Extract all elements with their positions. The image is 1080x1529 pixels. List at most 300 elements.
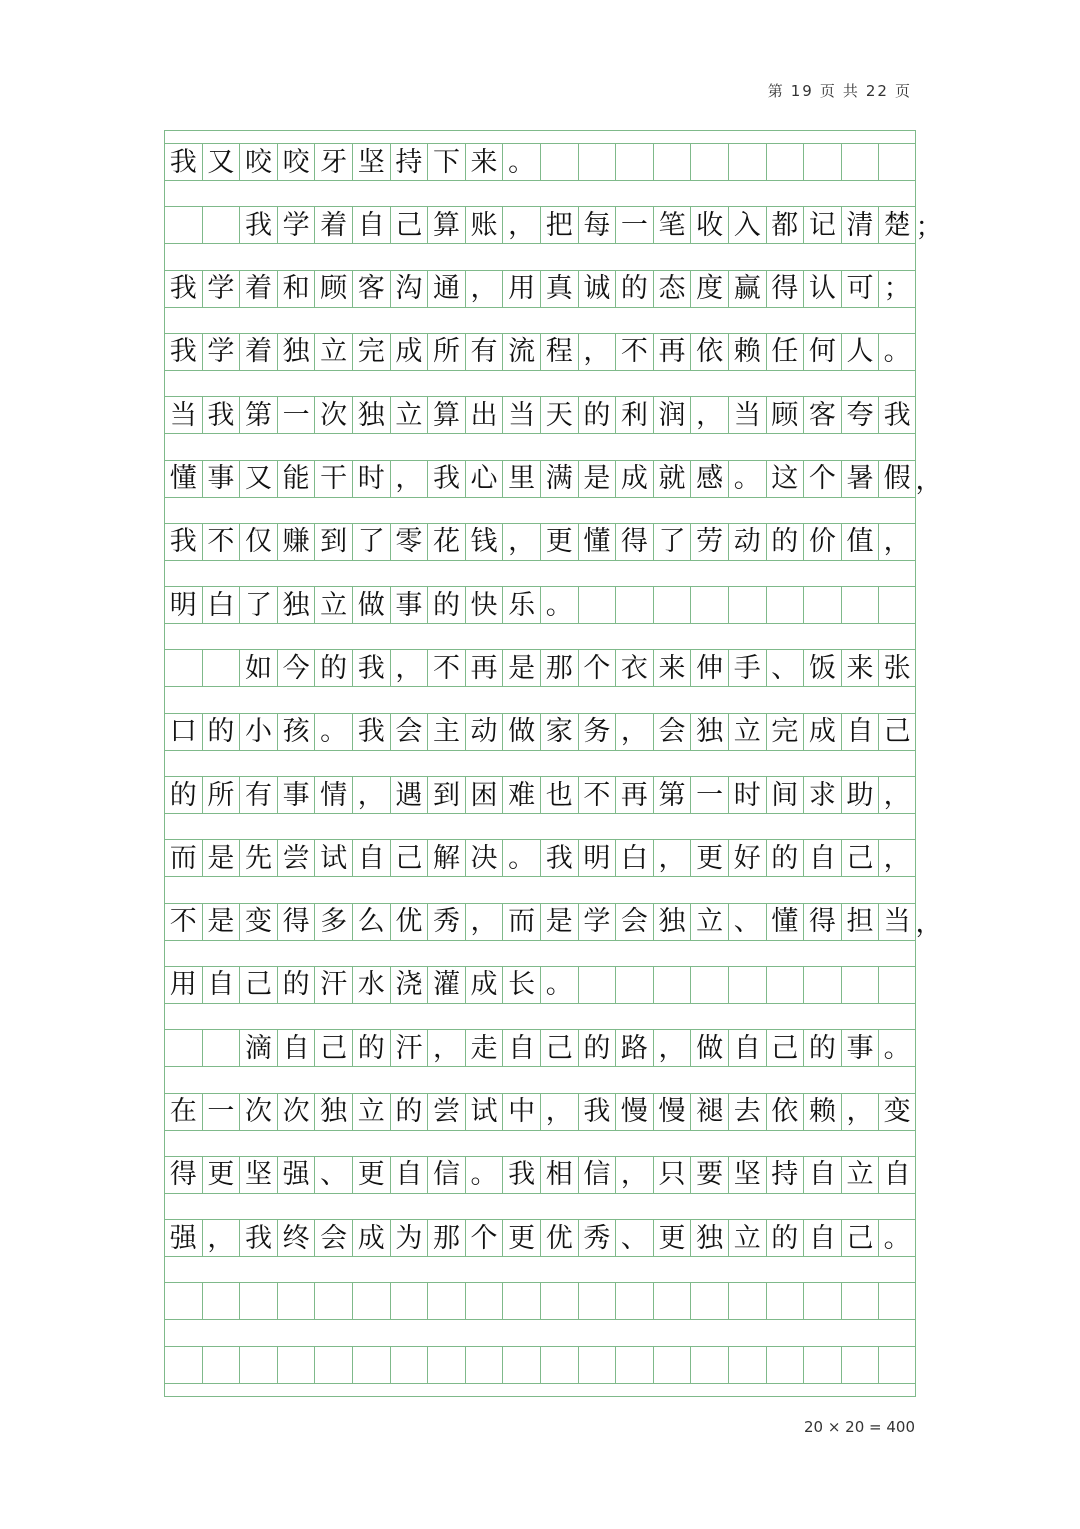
- grid-cell: [202, 1282, 240, 1320]
- grid-cell: 明: [578, 839, 616, 877]
- grid-cell: [653, 586, 691, 624]
- grid-cell: 成: [465, 966, 503, 1004]
- grid-cell: 遇: [390, 776, 428, 814]
- grid-cell: 到: [427, 776, 465, 814]
- grid-cell: [615, 1346, 653, 1384]
- grid-cell: 零: [390, 523, 428, 561]
- grid-cell: 个: [803, 460, 841, 498]
- grid-cell: 我: [164, 270, 202, 308]
- grid-cell: 又: [202, 143, 240, 181]
- grid-cell: 的: [578, 396, 616, 434]
- grid-cell: 相: [540, 1156, 578, 1194]
- grid-cell: 把: [540, 206, 578, 244]
- grid-cell: 着: [314, 206, 352, 244]
- grid-cell: 慢: [653, 1093, 691, 1131]
- grid-cell: ，: [202, 1219, 240, 1257]
- grid-cell: 立: [314, 333, 352, 371]
- grid-cell: 那: [540, 649, 578, 687]
- grid-cell: 求: [803, 776, 841, 814]
- grid-cell: 是: [202, 903, 240, 941]
- grid-cell: 强: [277, 1156, 315, 1194]
- grid-cell: [540, 143, 578, 181]
- grid-cell: 变: [239, 903, 277, 941]
- grid-cell: 的: [164, 776, 202, 814]
- grid-cell: 的: [766, 1219, 804, 1257]
- grid-cell: 顾: [766, 396, 804, 434]
- grid-cell: 得: [277, 903, 315, 941]
- grid-cell: 会: [390, 713, 428, 751]
- grid-cell: 的: [803, 1029, 841, 1067]
- grid-cell: [202, 649, 240, 687]
- grid-cell: [164, 1029, 202, 1067]
- grid-cell: 己: [766, 1029, 804, 1067]
- grid-cell: 终: [277, 1219, 315, 1257]
- grid-row: [164, 903, 916, 941]
- grid-cell: 汗: [314, 966, 352, 1004]
- grid-cell: 立: [352, 1093, 390, 1131]
- grid-cell: 再: [465, 649, 503, 687]
- grid-cell: 再: [653, 333, 691, 371]
- grid-cell: [502, 1282, 540, 1320]
- grid-cell: [803, 1282, 841, 1320]
- grid-cell: 么: [352, 903, 390, 941]
- grid-cell: 客: [352, 270, 390, 308]
- grid-cell: [352, 1346, 390, 1384]
- grid-cell: 衣: [615, 649, 653, 687]
- grid-cell: 那: [427, 1219, 465, 1257]
- grid-cell: 我: [502, 1156, 540, 1194]
- grid-cell: 这: [766, 460, 804, 498]
- grid-cell: 我: [239, 1219, 277, 1257]
- grid-cell: 自: [277, 1029, 315, 1067]
- grid-cell: 务: [578, 713, 616, 751]
- grid-cell: 一: [202, 1093, 240, 1131]
- grid-row: [164, 523, 916, 561]
- grid-cell: ，: [653, 839, 691, 877]
- grid-cell: 自: [352, 839, 390, 877]
- grid-cell: 我: [352, 713, 390, 751]
- grid-cell: [803, 966, 841, 1004]
- grid-cell: 。: [540, 586, 578, 624]
- grid-cell: 何: [803, 333, 841, 371]
- header-total-pages: 22: [865, 82, 889, 100]
- grid-cell: [239, 1282, 277, 1320]
- grid-cell: [615, 966, 653, 1004]
- grid-cell: 学: [578, 903, 616, 941]
- grid-cell: [766, 143, 804, 181]
- margin-punctuation: ，: [915, 908, 943, 940]
- grid-cell: 、: [728, 903, 766, 941]
- grid-cell: [728, 586, 766, 624]
- grid-cell: 干: [314, 460, 352, 498]
- grid-cell: 尝: [277, 839, 315, 877]
- grid-cell: 坚: [352, 143, 390, 181]
- grid-cell: 的: [766, 523, 804, 561]
- grid-cell: ，: [841, 1093, 879, 1131]
- grid-cell: [578, 1282, 616, 1320]
- grid-row: [164, 460, 916, 498]
- grid-cell: 。: [502, 143, 540, 181]
- grid-cell: 有: [239, 776, 277, 814]
- grid-cell: 第: [239, 396, 277, 434]
- margin-punctuation: ；: [915, 211, 943, 243]
- grid-cell: 我: [352, 649, 390, 687]
- grid-cell: 中: [502, 1093, 540, 1131]
- grid-cell: 伸: [690, 649, 728, 687]
- grid-cell: 立: [390, 396, 428, 434]
- grid-cell: 的: [766, 839, 804, 877]
- grid-cell: 饭: [803, 649, 841, 687]
- grid-cell: 动: [465, 713, 503, 751]
- grid-cell: 了: [653, 523, 691, 561]
- grid-cell: 算: [427, 206, 465, 244]
- grid-cell: 任: [766, 333, 804, 371]
- grid-cell: 决: [465, 839, 503, 877]
- grid-cell: 路: [615, 1029, 653, 1067]
- grid-cell: 和: [277, 270, 315, 308]
- grid-cell: [277, 1346, 315, 1384]
- grid-cell: 每: [578, 206, 616, 244]
- grid-row: [164, 396, 916, 434]
- grid-cell: 己: [841, 1219, 879, 1257]
- grid-cell: 立: [728, 713, 766, 751]
- grid-cell: 自: [202, 966, 240, 1004]
- grid-cell: [615, 586, 653, 624]
- grid-cell: [841, 1282, 879, 1320]
- grid-cell: 程: [540, 333, 578, 371]
- grid-cell: 解: [427, 839, 465, 877]
- grid-cell: 不: [578, 776, 616, 814]
- grid-cell: 依: [690, 333, 728, 371]
- grid-cell: 懂: [578, 523, 616, 561]
- grid-row: [164, 1156, 916, 1194]
- grid-cell: 长: [502, 966, 540, 1004]
- grid-cell: 自: [803, 1156, 841, 1194]
- grid-cell: 利: [615, 396, 653, 434]
- grid-cell: ，: [465, 903, 503, 941]
- grid-cell: 都: [766, 206, 804, 244]
- grid-cell: 假: [878, 460, 916, 498]
- grid-cell: ，: [390, 649, 428, 687]
- grid-row: [164, 966, 916, 1004]
- grid-cell: 天: [540, 396, 578, 434]
- grid-cell: 、: [314, 1156, 352, 1194]
- grid-cell: ；: [878, 270, 916, 308]
- grid-cell: 更: [202, 1156, 240, 1194]
- grid-cell: [239, 1346, 277, 1384]
- grid-cell: 一: [277, 396, 315, 434]
- grid-row: [164, 143, 916, 181]
- header-ye-2: 页: [894, 82, 912, 100]
- grid-cell: 而: [502, 903, 540, 941]
- grid-cell: 当: [728, 396, 766, 434]
- grid-cell: ，: [615, 713, 653, 751]
- manuscript-grid-paper: [164, 130, 916, 1397]
- grid-cell: 心: [465, 460, 503, 498]
- grid-cell: 收: [690, 206, 728, 244]
- grid-cell: [690, 586, 728, 624]
- grid-cell: 成: [615, 460, 653, 498]
- grid-cell: 己: [841, 839, 879, 877]
- grid-cell: 我: [164, 143, 202, 181]
- grid-cell: 不: [202, 523, 240, 561]
- grid-cell: 次: [239, 1093, 277, 1131]
- grid-cell: 浇: [390, 966, 428, 1004]
- grid-cell: ，: [427, 1029, 465, 1067]
- grid-cell: ，: [502, 206, 540, 244]
- grid-cell: 能: [277, 460, 315, 498]
- grid-cell: 有: [465, 333, 503, 371]
- grid-cell: 独: [314, 1093, 352, 1131]
- grid-cell: 在: [164, 1093, 202, 1131]
- grid-cell: 我: [239, 206, 277, 244]
- grid-cell: 赖: [728, 333, 766, 371]
- grid-cell: 持: [390, 143, 428, 181]
- grid-cell: 慢: [615, 1093, 653, 1131]
- grid-cell: 。: [878, 1029, 916, 1067]
- grid-cell: [690, 1346, 728, 1384]
- grid-cell: [653, 966, 691, 1004]
- grid-cell: [803, 586, 841, 624]
- header-gong: 共: [842, 82, 860, 100]
- grid-cell: 又: [239, 460, 277, 498]
- grid-cell: 我: [878, 396, 916, 434]
- grid-cell: [803, 1346, 841, 1384]
- grid-cell: 感: [690, 460, 728, 498]
- grid-cell: ，: [653, 1029, 691, 1067]
- grid-cell: 自: [390, 1156, 428, 1194]
- grid-cell: 优: [390, 903, 428, 941]
- grid-cell: 牙: [314, 143, 352, 181]
- grid-cell: ，: [878, 839, 916, 877]
- grid-cell: 赖: [803, 1093, 841, 1131]
- grid-cell: ，: [502, 523, 540, 561]
- grid-cell: 。: [502, 839, 540, 877]
- grid-cell: 己: [239, 966, 277, 1004]
- grid-cell: 下: [427, 143, 465, 181]
- grid-cell: 难: [502, 776, 540, 814]
- header-current-page: 19: [790, 82, 814, 100]
- grid-cell: 次: [277, 1093, 315, 1131]
- grid-cell: ，: [878, 776, 916, 814]
- grid-cell: 的: [615, 270, 653, 308]
- grid-cell: 入: [728, 206, 766, 244]
- grid-cell: [578, 143, 616, 181]
- grid-cell: 白: [202, 586, 240, 624]
- grid-cell: [164, 206, 202, 244]
- grid-cell: 就: [653, 460, 691, 498]
- grid-cell: 要: [690, 1156, 728, 1194]
- grid-cell: 去: [728, 1093, 766, 1131]
- grid-cell: 乐: [502, 586, 540, 624]
- grid-cell: 的: [578, 1029, 616, 1067]
- grid-cell: 只: [653, 1156, 691, 1194]
- grid-cell: [841, 966, 879, 1004]
- grid-cell: [164, 1346, 202, 1384]
- grid-cell: 着: [239, 333, 277, 371]
- grid-cell: 可: [841, 270, 879, 308]
- grid-cell: 账: [465, 206, 503, 244]
- grid-row: [164, 713, 916, 751]
- grid-cell: 不: [164, 903, 202, 941]
- grid-cell: [690, 1282, 728, 1320]
- grid-cell: [728, 1346, 766, 1384]
- grid-cell: 独: [653, 903, 691, 941]
- grid-row: [164, 1282, 916, 1320]
- grid-cell: 水: [352, 966, 390, 1004]
- page-number-header: [765, 80, 915, 101]
- grid-cell: 自: [502, 1029, 540, 1067]
- grid-cell: [728, 966, 766, 1004]
- grid-cell: 懂: [766, 903, 804, 941]
- grid-cell: 是: [202, 839, 240, 877]
- grid-cell: 情: [314, 776, 352, 814]
- grid-cell: [653, 1346, 691, 1384]
- grid-cell: 次: [314, 396, 352, 434]
- grid-cell: 当: [878, 903, 916, 941]
- grid-cell: [540, 1282, 578, 1320]
- grid-cell: 事: [277, 776, 315, 814]
- grid-cell: ，: [465, 270, 503, 308]
- grid-cell: 先: [239, 839, 277, 877]
- grid-cell: 会: [314, 1219, 352, 1257]
- grid-cell: 立: [690, 903, 728, 941]
- grid-cell: 我: [164, 523, 202, 561]
- grid-cell: 所: [202, 776, 240, 814]
- grid-cell: 笔: [653, 206, 691, 244]
- grid-cell: 沟: [390, 270, 428, 308]
- grid-cell: 好: [728, 839, 766, 877]
- grid-cell: 时: [728, 776, 766, 814]
- grid-cell: 信: [578, 1156, 616, 1194]
- grid-cell: 是: [502, 649, 540, 687]
- grid-cell: 了: [239, 586, 277, 624]
- grid-cell: [878, 1282, 916, 1320]
- grid-cell: 走: [465, 1029, 503, 1067]
- grid-cell: 今: [277, 649, 315, 687]
- grid-cell: 价: [803, 523, 841, 561]
- grid-cell: [202, 206, 240, 244]
- grid-cell: 主: [427, 713, 465, 751]
- grid-cell: 坚: [239, 1156, 277, 1194]
- grid-cell: [540, 1346, 578, 1384]
- grid-cell: 成: [390, 333, 428, 371]
- grid-cell: 手: [728, 649, 766, 687]
- grid-cell: 自: [803, 1219, 841, 1257]
- grid-cell: 如: [239, 649, 277, 687]
- grid-cell: [164, 649, 202, 687]
- grid-cell: 通: [427, 270, 465, 308]
- grid-cell: 己: [390, 839, 428, 877]
- grid-cell: 我: [427, 460, 465, 498]
- grid-cell: 满: [540, 460, 578, 498]
- grid-cell: [615, 1282, 653, 1320]
- grid-row: [164, 1093, 916, 1131]
- grid-cell: 独: [690, 713, 728, 751]
- grid-cell: 孩: [277, 713, 315, 751]
- grid-cell: 更: [653, 1219, 691, 1257]
- grid-cell: 的: [314, 649, 352, 687]
- grid-row: [164, 776, 916, 814]
- grid-cell: 持: [766, 1156, 804, 1194]
- grid-cell: 的: [427, 586, 465, 624]
- grid-cell: 人: [841, 333, 879, 371]
- grid-cell: [766, 1346, 804, 1384]
- grid-cell: 一: [690, 776, 728, 814]
- grid-cell: 流: [502, 333, 540, 371]
- grid-cell: 成: [803, 713, 841, 751]
- grid-cell: 家: [540, 713, 578, 751]
- grid-cell: 钱: [465, 523, 503, 561]
- grid-cell: 是: [578, 460, 616, 498]
- grid-cell: 学: [202, 270, 240, 308]
- grid-row: [164, 1219, 916, 1257]
- grid-row: [164, 270, 916, 308]
- grid-cell: 更: [502, 1219, 540, 1257]
- grid-cell: [878, 143, 916, 181]
- grid-cell: 我: [578, 1093, 616, 1131]
- grid-cell: [390, 1282, 428, 1320]
- grid-cell: 我: [540, 839, 578, 877]
- grid-cell: 优: [540, 1219, 578, 1257]
- grid-cell: 再: [615, 776, 653, 814]
- grid-row: [164, 206, 916, 244]
- grid-cell: [728, 1282, 766, 1320]
- grid-cell: 快: [465, 586, 503, 624]
- grid-cell: 暑: [841, 460, 879, 498]
- grid-cell: 的: [352, 1029, 390, 1067]
- grid-cell: 立: [841, 1156, 879, 1194]
- grid-cell: 担: [841, 903, 879, 941]
- grid-cell: 事: [202, 460, 240, 498]
- grid-cell: [615, 143, 653, 181]
- grid-cell: 自: [728, 1029, 766, 1067]
- grid-cell: 独: [690, 1219, 728, 1257]
- grid-cell: 的: [277, 966, 315, 1004]
- grid-cell: ，: [615, 1156, 653, 1194]
- grid-cell: [465, 1346, 503, 1384]
- grid-cell: 明: [164, 586, 202, 624]
- grid-cell: 夸: [841, 396, 879, 434]
- grid-cell: 出: [465, 396, 503, 434]
- grid-cell: 秀: [427, 903, 465, 941]
- grid-cell: 也: [540, 776, 578, 814]
- grid-cell: 个: [465, 1219, 503, 1257]
- grid-cell: 尝: [427, 1093, 465, 1131]
- grid-cell: 自: [352, 206, 390, 244]
- grid-cell: [578, 966, 616, 1004]
- grid-cell: 做: [352, 586, 390, 624]
- grid-cell: [690, 966, 728, 1004]
- grid-cell: [728, 143, 766, 181]
- grid-cell: ，: [878, 523, 916, 561]
- grid-cell: 己: [314, 1029, 352, 1067]
- grid-cell: ，: [690, 396, 728, 434]
- grid-cell: 用: [164, 966, 202, 1004]
- grid-cell: [202, 1346, 240, 1384]
- grid-cell: 为: [390, 1219, 428, 1257]
- grid-cell: 完: [766, 713, 804, 751]
- grid-cell: [465, 1282, 503, 1320]
- grid-cell: 花: [427, 523, 465, 561]
- grid-cell: [427, 1346, 465, 1384]
- grid-cell: 里: [502, 460, 540, 498]
- grid-cell: 坚: [728, 1156, 766, 1194]
- grid-cell: 。: [465, 1156, 503, 1194]
- grid-cell: [502, 1346, 540, 1384]
- grid-cell: 得: [164, 1156, 202, 1194]
- grid-cell: 时: [352, 460, 390, 498]
